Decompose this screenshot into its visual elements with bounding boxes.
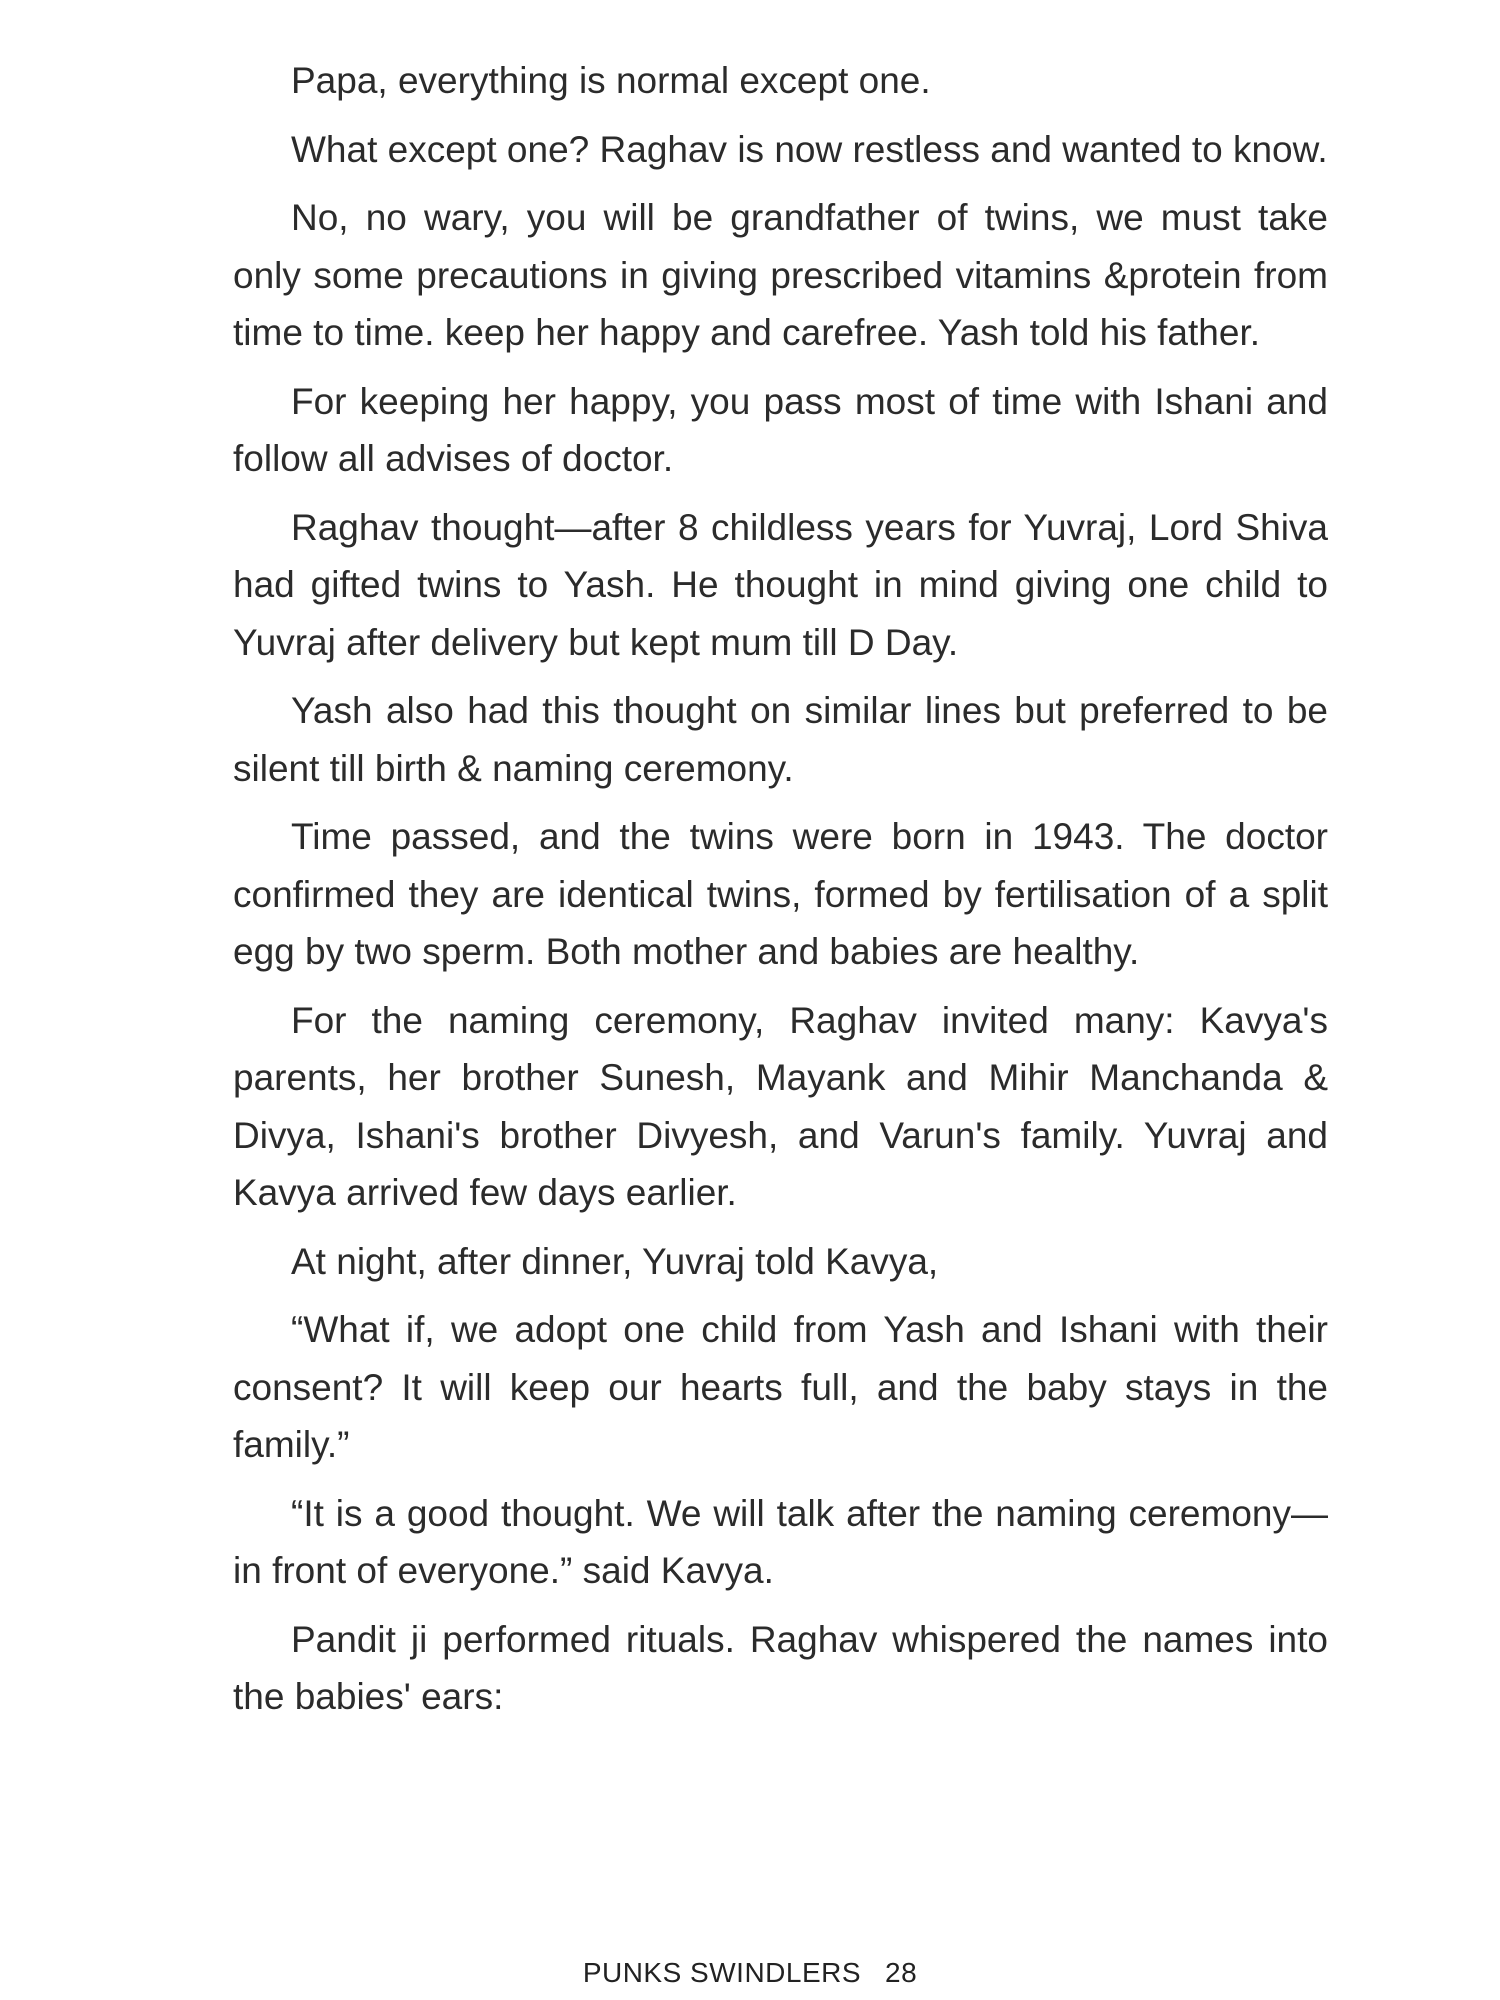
paragraph: Time passed, and the twins were born in 1943. The doctor confirmed they are identical twins, formed by fertilisation of a split egg by two sperm. Both mother and babies are healthy.: [233, 816, 1328, 972]
paragraph: No, no wary, you will be grandfather of twins, we must take only some precautions in giving prescribed vitamins &protein from time to time. keep her happy and carefree. Yash told his father.: [233, 197, 1328, 353]
paragraph: Yash also had this thought on similar lines but preferred to be silent till birth & naming ceremony.: [233, 690, 1328, 789]
paragraph: “It is a good thought. We will talk after the naming ceremony—in front of everyone.” said Kavya.: [233, 1492, 1328, 1591]
paragraph: Raghav thought—after 8 childless years for Yuvraj, Lord Shiva had gifted twins to Yash. He thought in mind giving one child to Yuvraj after delivery but kept mum till D Day.: [233, 506, 1328, 663]
paragraph: Pandit ji performed rituals. Raghav whispered the names into the babies' ears:: [233, 1618, 1328, 1717]
page-number: 28: [885, 1957, 918, 1988]
paragraph: For the naming ceremony, Raghav invited many: Kavya's parents, her brother Sunesh, Mayank and Mihir Manchanda & Divya, Ishani's brother Divyesh, and Varun's family. Yuvraj and Kavya arrived few days earlier.: [233, 999, 1328, 1213]
paragraph: Papa, everything is normal except one.: [291, 60, 931, 101]
body-text: [233, 52, 1328, 1737]
book-title: PUNKS SWINDLERS: [582, 1957, 862, 1988]
paragraph: For keeping her happy, you pass most of time with Ishani and follow all advises of doctor.: [233, 380, 1328, 479]
paragraph: “What if, we adopt one child from Yash and Ishani with their consent? It will keep our hearts full, and the baby stays in the family.”: [233, 1309, 1328, 1465]
paragraph: At night, after dinner, Yuvraj told Kavya,: [291, 1240, 939, 1282]
paragraph: What except one? Raghav is now restless and wanted to know.: [291, 128, 1328, 170]
page-footer: [0, 1956, 1500, 1990]
